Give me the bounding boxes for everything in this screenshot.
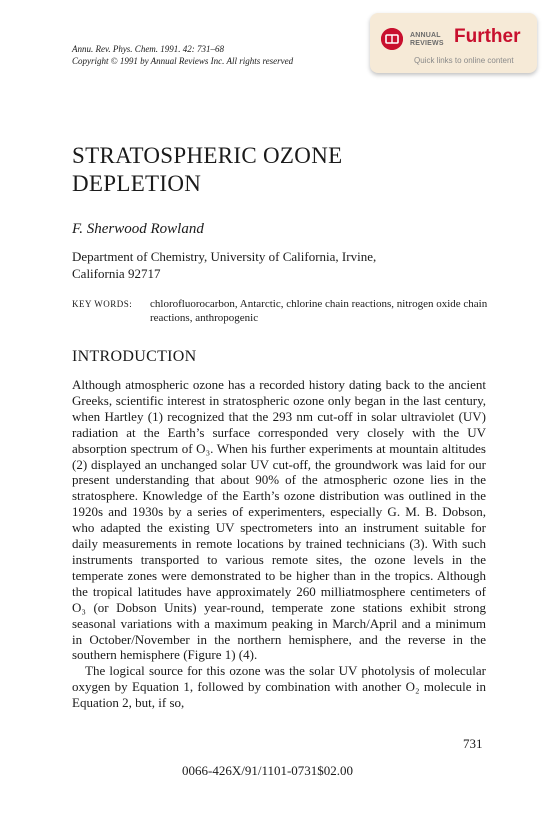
citation-journal: Annu. Rev. Phys. Chem. 1991. 42: 731–68 — [72, 44, 225, 54]
annual-reviews-logo-icon — [381, 28, 403, 50]
further-tagline: Quick links to online content — [414, 56, 514, 65]
body-paragraph: Although atmospheric ozone has a recorded history dating back to the ancient Greeks, scientific interest in stratospheric ozone only began in the last century, when Hartley (1) recognized that the 293 nm cut-off in solar ultraviolet (UV) radiation at the Earth’s surface corresponded very closely with the UV absorption spectrum of O₃. When his further experiments at mountain altitudes (2) displayed an unchanged solar UV cut-off, the groundwork was laid for our present understanding that about 90% of the atmospheric ozone lies in the stratosphere. Knowledge of the Earth’s ozone distribution was outlined in the 1920s and 1930s by a series of experimenters, especially G. M. B. Dobson, who adapted the existing UV spectrometers into an instrument suitable for daily measurements in remote locations by trained technicians (3). With such instruments transported to various remote sites, the ozone levels in the temperate zones were demonstrated to be higher than in the tropics. Although the tropical latitudes have approximately 260 milliatmosphere centimeters of O₃ (or Dobson Units) year-round, temperate zone stations exhibit strong seasonal variations with a maximum peaking in March/April and a minimum in October/November in the northern hemisphere, and the reverse in the southern hemisphere (Figure 1) (4). — [72, 377, 486, 663]
section-heading: INTRODUCTION — [72, 348, 197, 365]
body-paragraph: The logical source for this ozone was the solar UV photolysis of molecular oxygen by Equation 1, followed by combination with another O₂ molecule in Equation 2, but, if so, — [72, 663, 486, 711]
article-body — [72, 377, 486, 711]
author-affiliation — [72, 248, 472, 282]
annual-reviews-label: ANNUAL REVIEWS — [410, 32, 444, 47]
citation-header — [72, 43, 293, 67]
keywords-label: KEY WORDS: — [72, 299, 133, 309]
further-word: Further — [454, 26, 521, 47]
article-title — [72, 142, 342, 198]
title-line-1: STRATOSPHERIC OZONE — [72, 143, 343, 168]
affiliation-line-2: California 92717 — [72, 266, 161, 281]
title-line-2: DEPLETION — [72, 171, 202, 196]
keywords-text: chlorofluorocarbon, Antarctic, chlorine chain reactions, nitrogen oxide chain reactions, anthropogenic — [150, 298, 488, 324]
author-name: F. Sherwood Rowland — [72, 221, 204, 237]
page-number: 731 — [463, 736, 483, 751]
affiliation-line-1: Department of Chemistry, University of California, Irvine, — [72, 249, 377, 264]
further-badge[interactable] — [370, 13, 537, 73]
publication-code: 0066-426X/91/1101-0731$02.00 — [182, 763, 354, 778]
citation-copyright: Copyright © 1991 by Annual Reviews Inc. All rights reserved — [72, 56, 294, 66]
